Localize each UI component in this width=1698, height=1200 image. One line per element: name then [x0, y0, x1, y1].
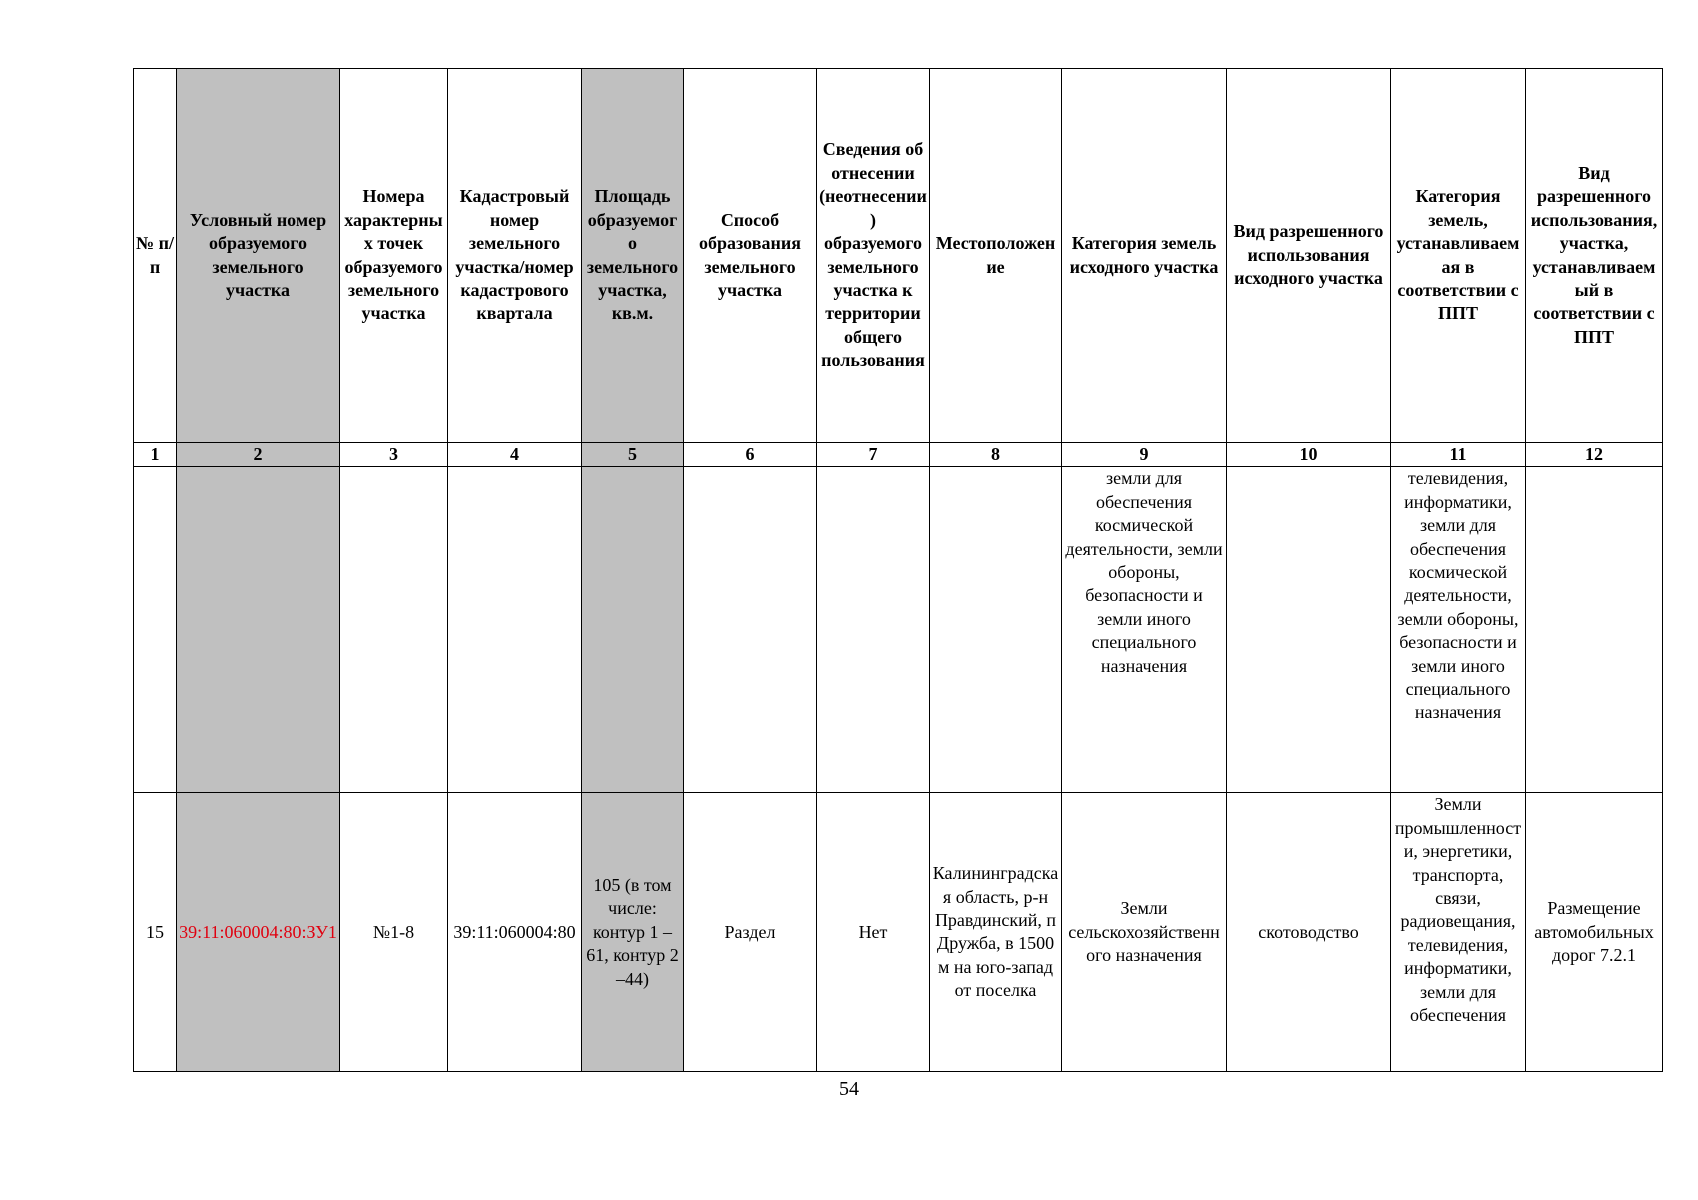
header-cell: Кадастровый номер земельного участка/номер кадастрового квартала	[448, 69, 582, 443]
column-number: 3	[340, 443, 448, 467]
header-cell: Сведения об отнесении (неотнесении) образуемого земельного участка к территории общего пользования	[817, 69, 930, 443]
header-cell: Площадь образуемого земельного участка, кв.м.	[582, 69, 684, 443]
ppt-category-cell: Земли промышленности, энергетики, транспорта, связи, радиовещания, телевидения, информатики, земли для обеспечения	[1391, 793, 1526, 1072]
ppt-category-cell: телевидения, информатики, земли для обеспечения космической деятельности, земли обороны, безопасности и земли иного специального назначения	[1391, 467, 1526, 793]
column-number-row	[134, 443, 1663, 467]
source-category-cell: земли для обеспечения космической деятельности, земли обороны, безопасности и земли иного специального назначения	[1062, 467, 1227, 793]
table-cell	[817, 467, 930, 793]
table-cell	[582, 467, 684, 793]
source-use-cell: скотоводство	[1227, 793, 1391, 1072]
table-cell	[177, 467, 340, 793]
header-cell: Вид разрешенного использования исходного участка	[1227, 69, 1391, 443]
header-cell: Категория земель, устанавливаемая в соответствии с ППТ	[1391, 69, 1526, 443]
column-number: 5	[582, 443, 684, 467]
public-use-cell: Нет	[817, 793, 930, 1072]
page-number: 54	[839, 1078, 859, 1100]
source-category-cell: Земли сельскохозяйственного назначения	[1062, 793, 1227, 1072]
column-number: 8	[930, 443, 1062, 467]
cadastral-number-cell: 39:11:060004:80	[448, 793, 582, 1072]
table-row-continuation	[134, 467, 1663, 793]
header-cell: Способ образования земельного участка	[684, 69, 817, 443]
column-number: 9	[1062, 443, 1227, 467]
column-number: 2	[177, 443, 340, 467]
column-number: 6	[684, 443, 817, 467]
table-row-15	[134, 793, 1663, 1072]
table-cell	[684, 467, 817, 793]
land-plots-table	[133, 68, 1663, 1072]
table-cell	[448, 467, 582, 793]
header-cell: Номера характерных точек образуемого земельного участка	[340, 69, 448, 443]
method-cell: Раздел	[684, 793, 817, 1072]
column-number: 7	[817, 443, 930, 467]
column-number: 12	[1526, 443, 1663, 467]
column-number: 1	[134, 443, 177, 467]
table-cell	[1526, 467, 1663, 793]
conditional-number-cell: 39:11:060004:80:ЗУ1	[177, 793, 340, 1072]
row-number-cell: 15	[134, 793, 177, 1072]
table-cell	[134, 467, 177, 793]
location-cell: Калининградская область, р-н Правдинский, п Дружба, в 1500 м на юго-запад от поселка	[930, 793, 1062, 1072]
column-number: 4	[448, 443, 582, 467]
table-cell	[930, 467, 1062, 793]
area-cell: 105 (в том числе: контур 1 – 61, контур 2 –44)	[582, 793, 684, 1072]
ppt-use-cell: Размещение автомобильных дорог 7.2.1	[1526, 793, 1663, 1072]
points-cell: №1-8	[340, 793, 448, 1072]
header-cell: Категория земель исходного участка	[1062, 69, 1227, 443]
table-cell	[340, 467, 448, 793]
table-header-row	[134, 69, 1663, 443]
column-number: 11	[1391, 443, 1526, 467]
table-cell	[1227, 467, 1391, 793]
column-number: 10	[1227, 443, 1391, 467]
header-cell: № п/п	[134, 69, 177, 443]
header-cell: Условный номер образуемого земельного участка	[177, 69, 340, 443]
header-cell: Вид разрешенного использования, участка, устанавливаемый в соответствии с ППТ	[1526, 69, 1663, 443]
header-cell: Местоположение	[930, 69, 1062, 443]
